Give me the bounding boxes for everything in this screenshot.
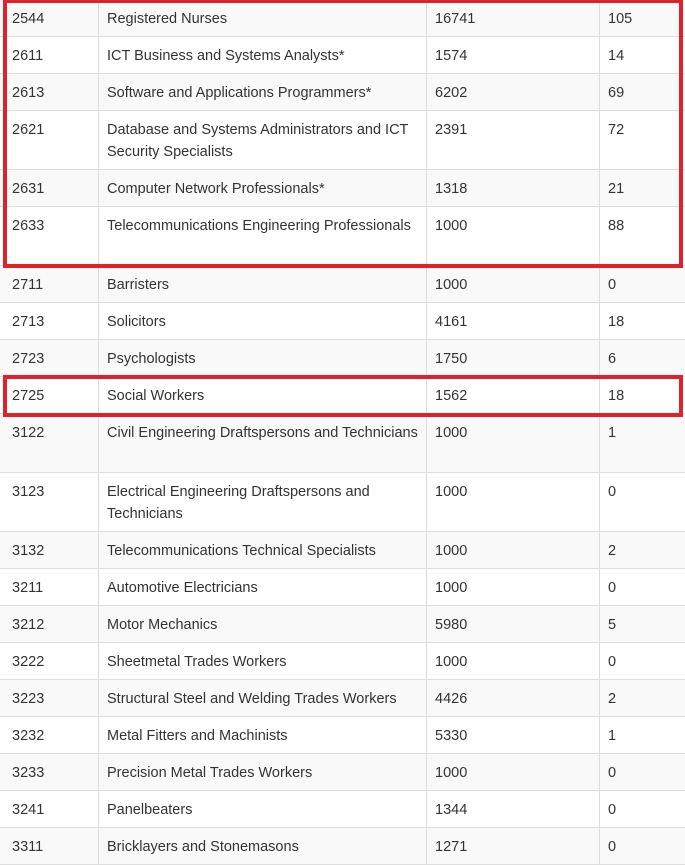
invitations-cell: 69	[599, 74, 685, 110]
table-row	[0, 207, 685, 266]
table-row	[0, 0, 685, 37]
occupation-cell: Structural Steel and Welding Trades Workers	[98, 680, 426, 716]
table-row	[0, 414, 685, 473]
invitations-cell: 18	[599, 377, 685, 413]
table-row	[0, 680, 685, 717]
occupation-cell: Psychologists	[98, 340, 426, 376]
invitations-cell: 105	[599, 0, 685, 36]
table-row	[0, 74, 685, 111]
table-row	[0, 828, 685, 865]
invitations-cell: 0	[599, 791, 685, 827]
occupation-cell: Bricklayers and Stonemasons	[98, 828, 426, 864]
occupation-cell: Telecommunications Engineering Professionals	[98, 207, 426, 265]
table-row	[0, 473, 685, 532]
code-cell: 2633	[12, 218, 45, 234]
ceiling-cell: 1000	[426, 266, 599, 302]
invitations-cell: 88	[599, 207, 685, 265]
ceiling-cell: 1562	[426, 377, 599, 413]
occupation-cell: Computer Network Professionals*	[98, 170, 426, 206]
table-row	[0, 717, 685, 754]
code-cell: 3212	[12, 617, 45, 633]
code-cell: 3211	[12, 580, 44, 596]
ceiling-cell: 16741	[426, 0, 599, 36]
invitations-cell: 0	[599, 266, 685, 302]
code-cell: 3223	[12, 691, 45, 707]
invitations-cell: 18	[599, 303, 685, 339]
occupation-cell: Electrical Engineering Draftspersons and Technicians	[98, 473, 426, 531]
table-row	[0, 37, 685, 74]
invitations-cell: 14	[599, 37, 685, 73]
code-cell: 2621	[12, 122, 45, 138]
occupation-cell: Precision Metal Trades Workers	[98, 754, 426, 790]
occupation-cell: Registered Nurses	[98, 0, 426, 36]
invitations-cell: 0	[599, 754, 685, 790]
table-row	[0, 532, 685, 569]
ceiling-cell: 1000	[426, 643, 599, 679]
ceiling-cell: 5980	[426, 606, 599, 642]
code-cell: 3233	[12, 765, 45, 781]
code-cell: 3232	[12, 728, 45, 744]
code-cell: 2631	[12, 181, 45, 197]
ceiling-cell: 1000	[426, 414, 599, 472]
ceiling-cell: 4426	[426, 680, 599, 716]
table-row	[0, 111, 685, 170]
code-cell: 2611	[12, 48, 44, 64]
invitations-cell: 72	[599, 111, 685, 169]
occupation-cell: Sheetmetal Trades Workers	[98, 643, 426, 679]
code-cell: 2711	[12, 277, 44, 293]
occupation-cell: Panelbeaters	[98, 791, 426, 827]
code-cell: 3123	[12, 484, 45, 500]
invitations-cell: 1	[599, 414, 685, 472]
code-cell: 3122	[12, 425, 45, 441]
occupation-cell: ICT Business and Systems Analysts*	[98, 37, 426, 73]
ceiling-cell: 1318	[426, 170, 599, 206]
code-cell: 2713	[12, 314, 45, 330]
table-row	[0, 754, 685, 791]
occupation-cell: Solicitors	[98, 303, 426, 339]
ceiling-cell: 1574	[426, 37, 599, 73]
ceiling-cell: 1000	[426, 207, 599, 265]
ceiling-cell: 1000	[426, 754, 599, 790]
code-cell: 2613	[12, 85, 45, 101]
invitations-cell: 0	[599, 569, 685, 605]
invitations-cell: 1	[599, 717, 685, 753]
code-cell: 2725	[12, 388, 45, 404]
occupation-cell: Social Workers	[98, 377, 426, 413]
table-row	[0, 569, 685, 606]
code-cell: 2723	[12, 351, 45, 367]
invitations-cell: 0	[599, 643, 685, 679]
invitations-cell: 5	[599, 606, 685, 642]
invitations-cell: 6	[599, 340, 685, 376]
invitations-cell: 2	[599, 532, 685, 568]
table-row	[0, 643, 685, 680]
occupation-cell: Civil Engineering Draftspersons and Technicians	[98, 414, 426, 472]
code-cell: 2544	[12, 11, 45, 27]
ceiling-cell: 1750	[426, 340, 599, 376]
ceiling-cell: 5330	[426, 717, 599, 753]
ceiling-cell: 2391	[426, 111, 599, 169]
table-row	[0, 340, 685, 377]
invitations-cell: 0	[599, 473, 685, 531]
occupation-cell: Telecommunications Technical Specialists	[98, 532, 426, 568]
code-cell: 3241	[12, 802, 45, 818]
invitations-cell: 0	[599, 828, 685, 864]
ceiling-cell: 4161	[426, 303, 599, 339]
code-cell: 3132	[12, 543, 45, 559]
table-row	[0, 266, 685, 303]
code-cell: 3311	[12, 839, 44, 855]
ceiling-cell: 6202	[426, 74, 599, 110]
ceiling-cell: 1344	[426, 791, 599, 827]
occupation-cell: Software and Applications Programmers*	[98, 74, 426, 110]
occupation-cell: Metal Fitters and Machinists	[98, 717, 426, 753]
ceiling-cell: 1000	[426, 569, 599, 605]
code-cell: 3222	[12, 654, 45, 670]
occupation-cell: Barristers	[98, 266, 426, 302]
occupation-cell: Motor Mechanics	[98, 606, 426, 642]
table-row	[0, 377, 685, 414]
table-row	[0, 791, 685, 828]
ceiling-cell: 1000	[426, 473, 599, 531]
ceiling-cell: 1000	[426, 532, 599, 568]
table-row	[0, 606, 685, 643]
table-row	[0, 170, 685, 207]
invitations-cell: 21	[599, 170, 685, 206]
occupation-cell: Database and Systems Administrators and ICT Security Specialists	[98, 111, 426, 169]
invitations-cell: 2	[599, 680, 685, 716]
ceiling-cell: 1271	[426, 828, 599, 864]
occupation-cell: Automotive Electricians	[98, 569, 426, 605]
table-row	[0, 303, 685, 340]
